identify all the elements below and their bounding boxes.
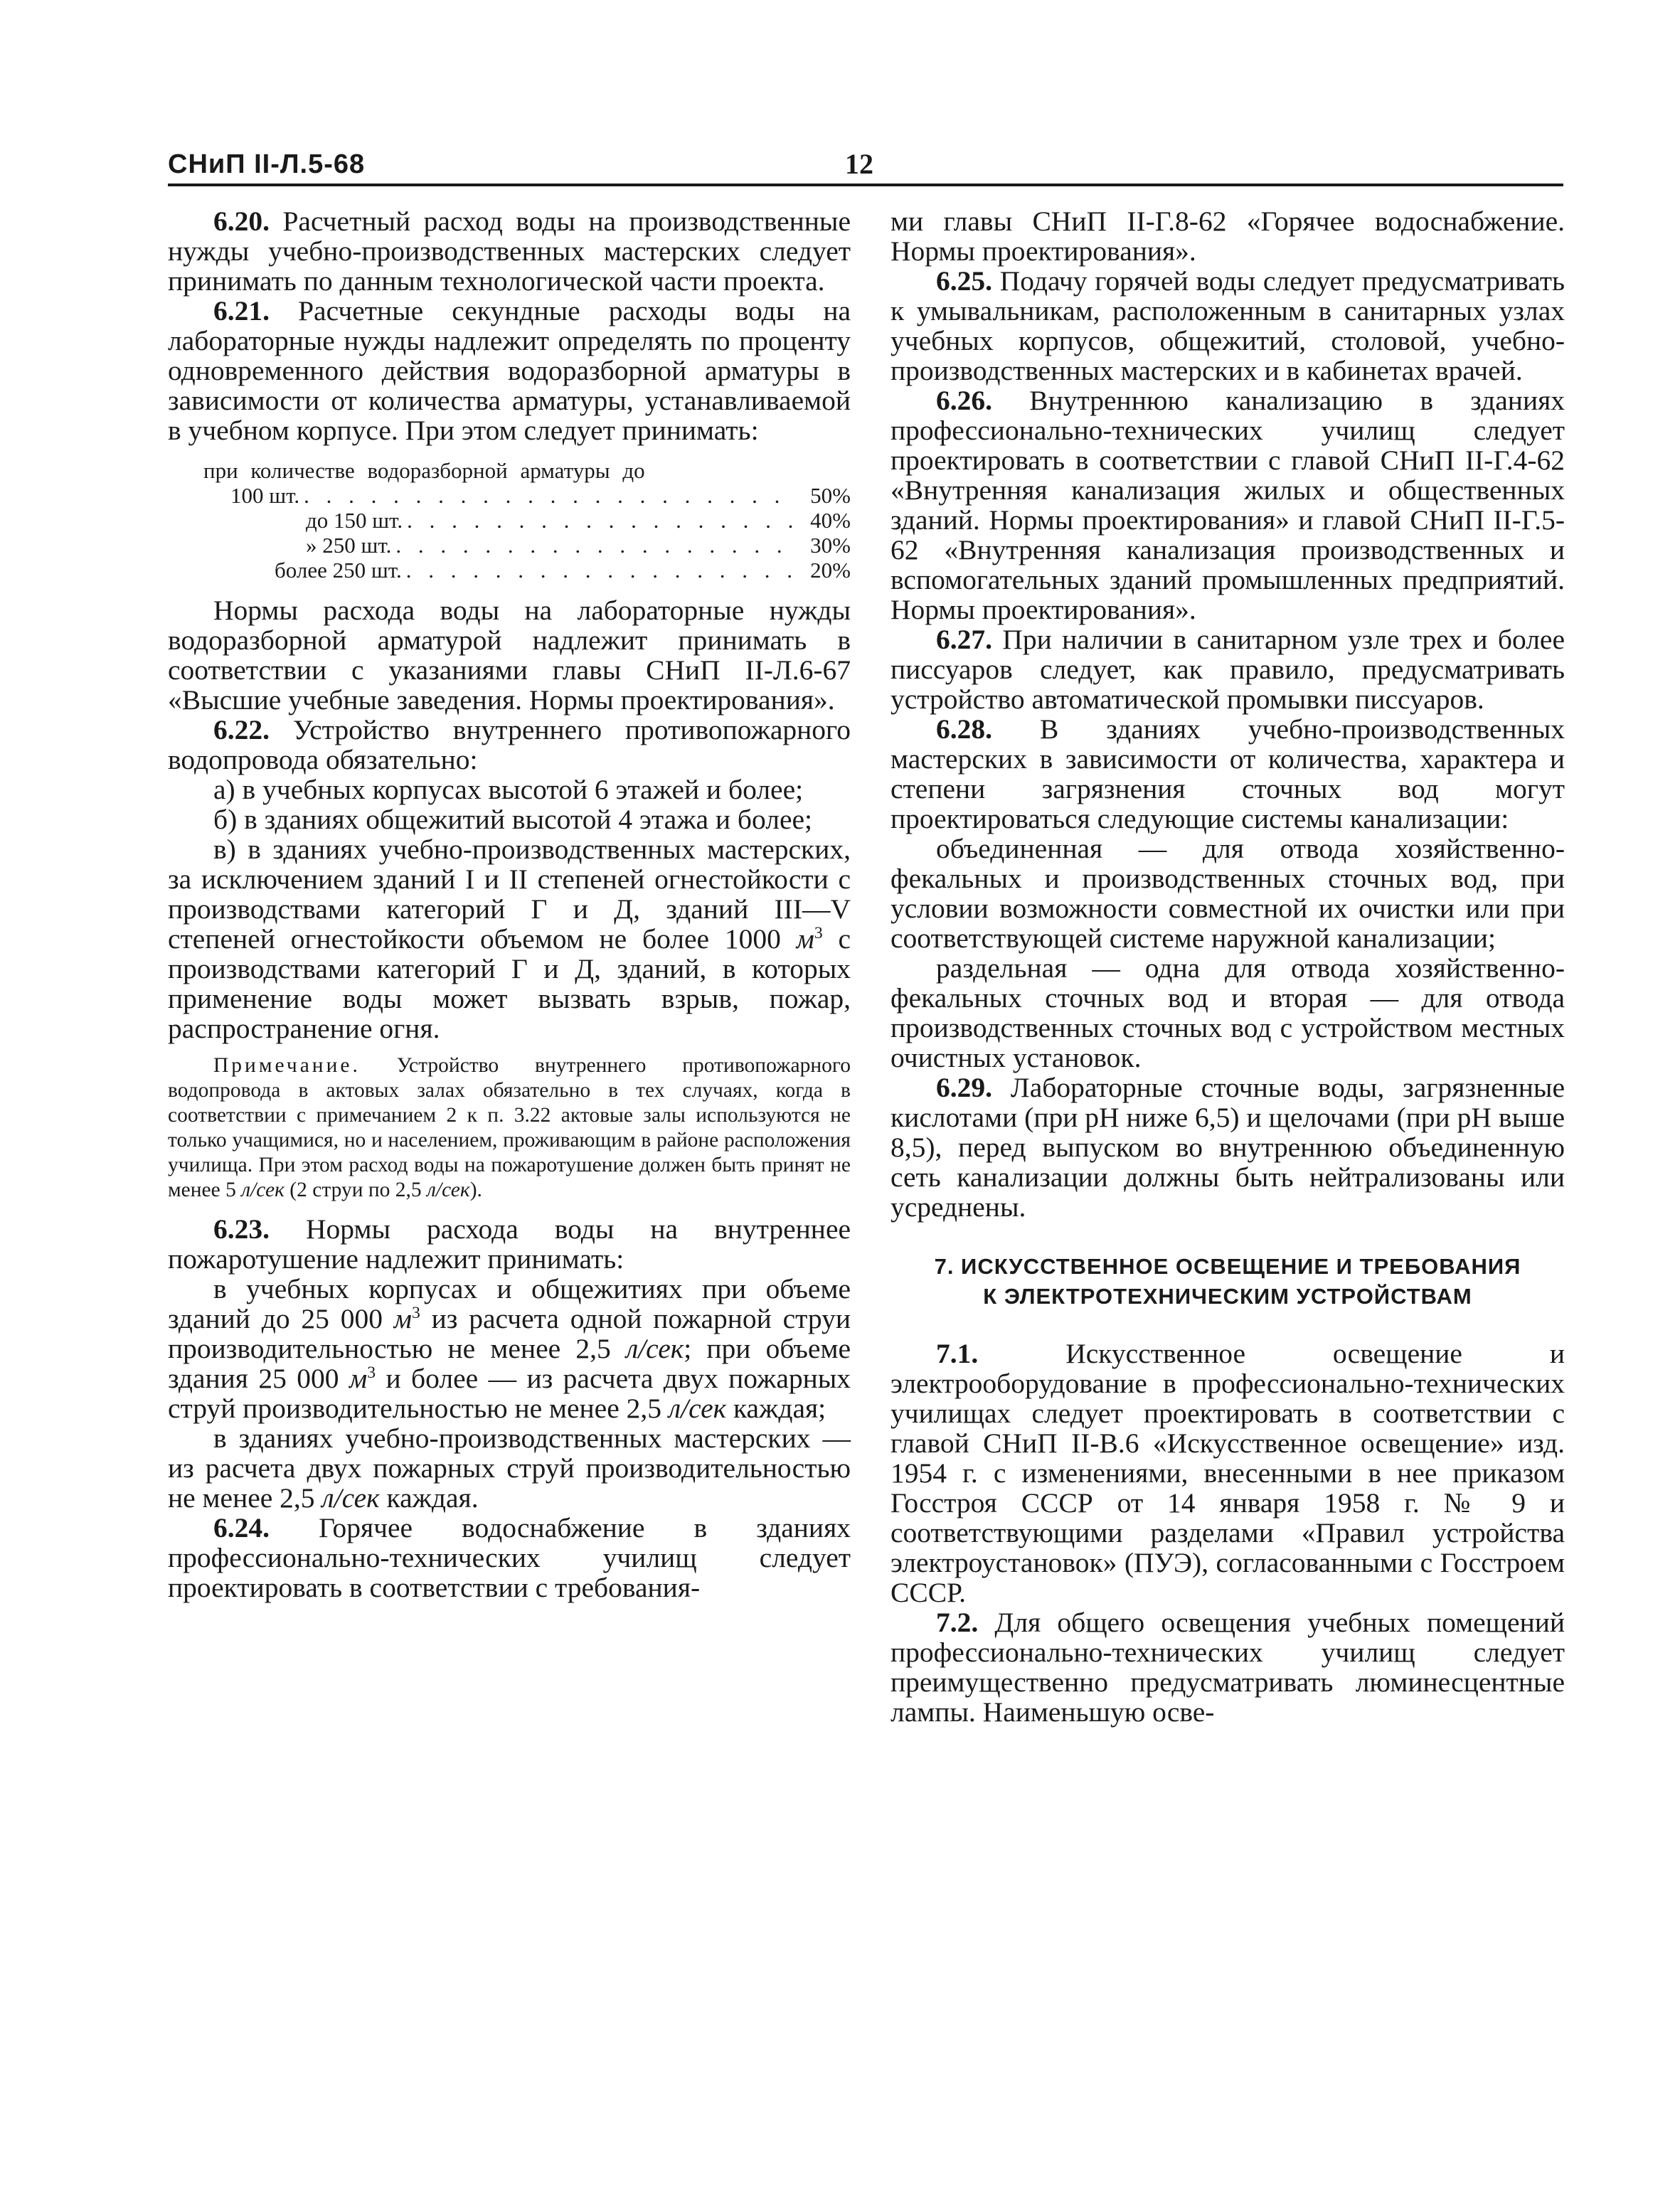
- text-fragment: ; при объеме здания 25 000: [168, 1333, 851, 1394]
- note-text: Устройство внутреннего противопожарного водопровода в актовых залах обязательно в тех случаях, когда в соответствии с примечанием 2 к п. 3.22 актовые залы используются не только учащимися, но и населением, проживающим в районе расположения училища. При этом расход воды на пожаротушение должен быть принят не менее 5: [168, 1054, 851, 1201]
- clause-number: 6.24.: [213, 1512, 270, 1543]
- page-header: [168, 148, 1563, 186]
- dot-leader: [395, 533, 798, 558]
- paragraph-text: Внутреннюю канализацию в зданиях профессионально-технических училищ следует проектировать в соответствии с главой СНиП II-Г.4-62 «Внутренняя канализация жилых и общественных зданий. Нормы проектирования» и главой СНиП II-Г.5-62 «Внутренняя канализация производственных и вспомогательных зданий промышленных предприятий. Нормы проектирования».: [890, 385, 1565, 625]
- text-fragment: каждая.: [386, 1482, 479, 1514]
- superscript: 3: [814, 923, 823, 942]
- list-item-6-22-v: [168, 834, 851, 1043]
- paragraph-7-2: [890, 1607, 1565, 1727]
- clause-number: 7.2.: [936, 1607, 979, 1638]
- dot-leader: [407, 508, 798, 533]
- paragraph-6-22: [168, 715, 851, 775]
- clause-number: 6.21.: [213, 295, 270, 326]
- unit: л/сек: [427, 1179, 470, 1201]
- right-column: [890, 206, 1565, 1727]
- row-label: более 250 шт.: [275, 558, 402, 583]
- paragraph-text: Горячее водоснабжение в зданиях профессионально-технических училищ следует проектировать в соответствии с требования-: [168, 1512, 851, 1603]
- table-row: [168, 483, 851, 508]
- section-heading-7: [890, 1252, 1565, 1312]
- clause-number: 6.20.: [213, 206, 270, 237]
- table-row: [168, 508, 851, 533]
- text-fragment: в зданиях учебно-производственных мастерских — из расчета двух пожарных струй производительностью не менее 2,5: [168, 1423, 851, 1514]
- table-intro: при количестве водоразборной арматуры до: [203, 458, 645, 483]
- row-value: 40%: [810, 508, 851, 533]
- list-item-6-22-b: б) в зданиях общежитий высотой 4 этажа и более;: [213, 804, 812, 835]
- clause-number: 6.29.: [936, 1072, 992, 1103]
- paragraph-6-29: [890, 1073, 1565, 1222]
- left-column: [168, 206, 851, 1602]
- clause-number: 6.28.: [936, 713, 992, 745]
- paragraph-6-27: [890, 624, 1565, 714]
- unit: м: [393, 1303, 413, 1334]
- clause-number: 6.27.: [936, 624, 992, 655]
- paragraph-6-20: [168, 206, 851, 296]
- paragraph-text: Искусственное освещение и электрооборудование в профессионально-технических училищах следует проектировать в соответствии с главой СНиП II-В.6 «Искусственное освещение» изд. 1954 г. с изменениями, внесенными в нее приказом Госстроя СССР от 14 января 1958 г. № 9 и соответствующими разделами «Правил устройства электроустановок» (ПУЭ), согласованными с Госстроем СССР.: [890, 1338, 1565, 1608]
- paragraph-text: Лабораторные сточные воды, загрязненные кислотами (при pH ниже 6,5) и щелочами (при pH выше 8,5), перед выпуском во внутреннюю объединенную сеть канализации должны быть нейтрализованы или усреднены.: [890, 1072, 1565, 1223]
- clause-number: 7.1.: [936, 1338, 979, 1369]
- paragraph-6-28: [890, 714, 1565, 834]
- clause-number: 6.23.: [213, 1213, 270, 1245]
- document-code: СНиП II-Л.5-68: [168, 149, 366, 179]
- dot-leader: [304, 483, 798, 508]
- unit: м: [796, 923, 814, 955]
- section-heading-line: К ЭЛЕКТРОТЕХНИЧЕСКИМ УСТРОЙСТВАМ: [983, 1284, 1472, 1309]
- paragraph-6-23: [168, 1214, 851, 1274]
- paragraph-lab-norms: Нормы расхода воды на лабораторные нужды водоразборной арматурой надлежит принимать в соответствии с указаниями главы СНиП II-Л.6-67 «Высшие учебные заведения. Нормы проектирования».: [168, 595, 851, 716]
- paragraph-text: При наличии в санитарном узле трех и более писсуаров следует, как правило, предусматривать устройство автоматической промывки писсуаров.: [890, 624, 1565, 715]
- paragraph-6-24: [168, 1513, 851, 1602]
- page-number: 12: [845, 148, 873, 180]
- row-value: 30%: [810, 533, 851, 558]
- table-row: [168, 533, 851, 558]
- paragraph-text: Устройство внутреннего противопожарного водопровода обязательно:: [168, 714, 851, 775]
- section-heading-line: 7. ИСКУССТВЕННОЕ ОСВЕЩЕНИЕ И ТРЕБОВАНИЯ: [934, 1254, 1521, 1279]
- paragraph-text: Для общего освещения учебных помещений профессионально-технических училищ следует преимущественно предусматривать люминесцентные лампы. Наименьшую осве-: [890, 1607, 1565, 1728]
- row-label: до 150 шт.: [306, 508, 403, 533]
- paragraph-text: Подачу горячей воды следует предусматривать к умывальникам, расположенным в санитарных узлах учебных корпусов, общежитий, столовой, учебно-производственных мастерских и в кабинетах врачей.: [890, 265, 1565, 386]
- paragraph-6-25: [890, 266, 1565, 386]
- paragraph-text: Расчетный расход воды на производственные нужды учебно-производственных мастерских следует принимать по данным технологической части проекта.: [168, 206, 851, 297]
- note-label: Примечание.: [213, 1054, 361, 1077]
- list-item-6-28-a: объединенная — для отвода хозяйственно-фекальных и производственных сточных вод, при условии возможности совместной их очистки или при соответствующей системе наружной канализации;: [890, 833, 1565, 954]
- unit: м: [349, 1363, 368, 1394]
- text-fragment: каждая;: [733, 1393, 826, 1424]
- unit: л/сек: [625, 1333, 684, 1364]
- fixture-percentage-table: [168, 458, 851, 583]
- superscript: 3: [367, 1363, 376, 1382]
- text-fragment: из расчета одной пожарной струи производительностью не менее 2,5: [168, 1303, 851, 1364]
- paragraph-7-1: [890, 1339, 1565, 1607]
- clause-number: 6.25.: [936, 265, 992, 297]
- list-item-6-23-a: [168, 1274, 851, 1423]
- list-item-6-22-a: а) в учебных корпусах высотой 6 этажей и более;: [213, 774, 804, 805]
- table-row: [168, 558, 851, 583]
- paragraph-6-26: [890, 386, 1565, 624]
- unit: л/сек: [321, 1482, 380, 1514]
- note-text: (2 струи по 2,5: [289, 1179, 422, 1201]
- unit: л/сек: [241, 1179, 285, 1201]
- list-item-6-28-b: раздельная — одна для отвода хозяйственно-фекальных сточных вод и вторая — для отвода производственных сточных вод с устройством местных очистных установок.: [890, 952, 1565, 1073]
- unit: л/сек: [668, 1393, 727, 1424]
- clause-number: 6.26.: [936, 385, 992, 416]
- row-value: 20%: [810, 558, 851, 583]
- text-fragment: с производствами категорий Г и Д, зданий, в которых применение воды может вызвать взрыв, пожар, распространение огня.: [168, 923, 851, 1044]
- row-label: » 250 шт.: [306, 533, 392, 558]
- paragraph-text: Расчетные секундные расходы воды на лабораторные нужды надлежит определять по проценту одновременного действия водоразборной арматуры в зависимости от количества арматуры, устанавливаемой в учебном корпусе. При этом следует принимать:: [168, 295, 851, 446]
- paragraph-6-21: [168, 296, 851, 445]
- clause-number: 6.22.: [213, 714, 270, 745]
- dot-leader: [406, 558, 798, 583]
- note-text: ).: [469, 1179, 482, 1201]
- superscript: 3: [412, 1303, 420, 1322]
- text-fragment: в учебных корпусах и общежитиях при объеме зданий до 25 000: [168, 1273, 851, 1334]
- paragraph-6-24-continued: ми главы СНиП II-Г.8-62 «Горячее водоснабжение. Нормы проектирования».: [890, 206, 1565, 267]
- list-item-6-23-b: [168, 1423, 851, 1513]
- paragraph-text: В зданиях учебно-производственных мастерских в зависимости от количества, характера и степени загрязнения сточных вод могут проектироваться следующие системы канализации:: [890, 713, 1565, 834]
- text-fragment: и более — из расчета двух пожарных струй производительностью не менее 2,5: [168, 1363, 851, 1424]
- row-value: 50%: [810, 483, 851, 508]
- row-label: 100 шт.: [230, 483, 300, 508]
- note-block: [168, 1053, 851, 1203]
- paragraph-text: Нормы расхода воды на внутреннее пожаротушение надлежит принимать:: [168, 1213, 851, 1275]
- text-fragment: в) в зданиях учебно-производственных мастерских, за исключением зданий I и II степеней огнестойкости с производствами категорий Г и Д, зданий III—V степеней огнестойкости объемом не более 1000: [168, 834, 851, 955]
